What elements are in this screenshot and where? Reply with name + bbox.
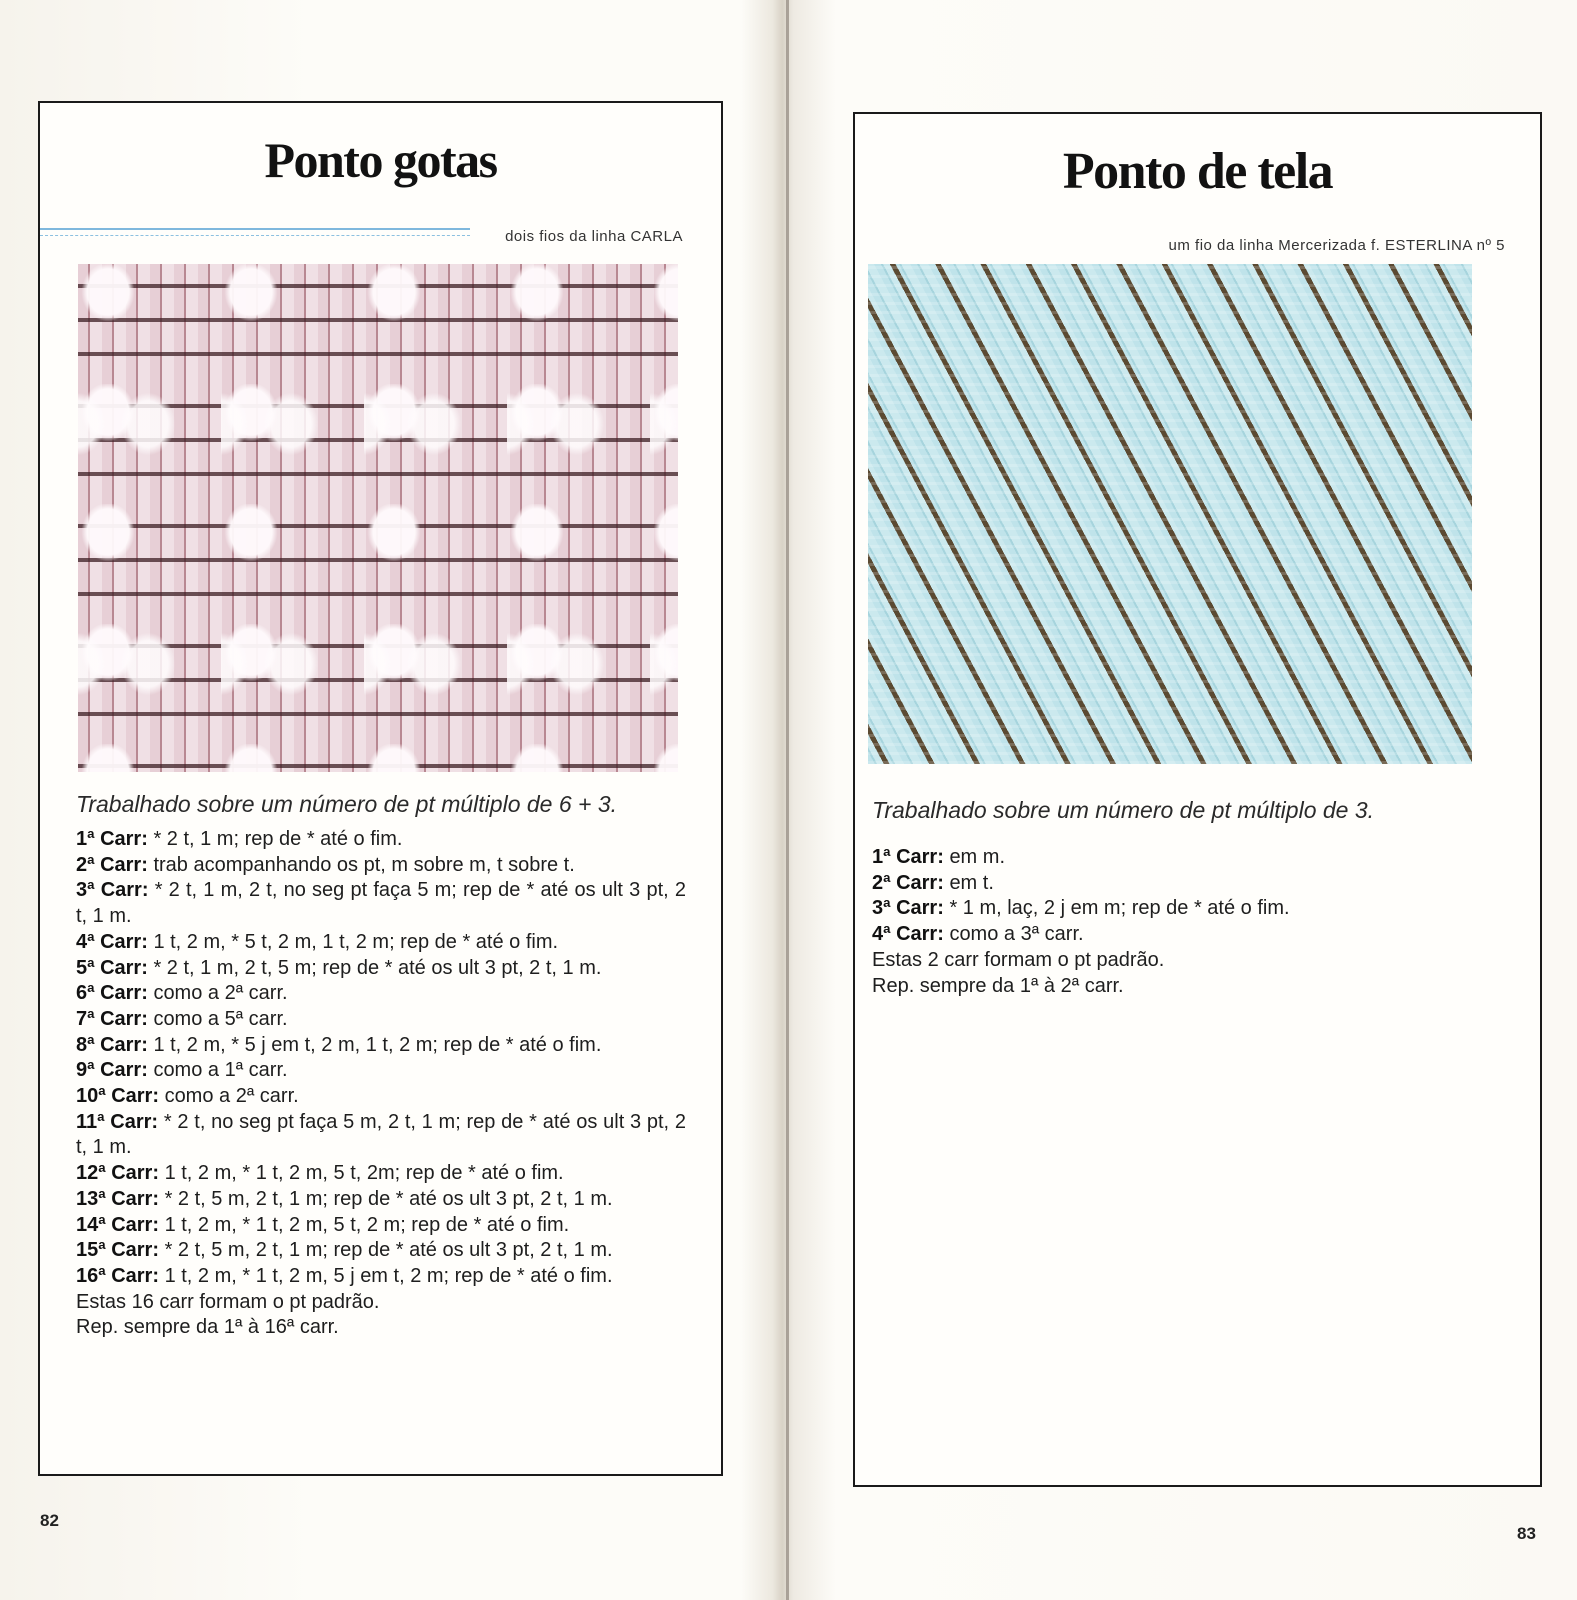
- row-text: * 2 t, 1 m; rep de * até o fim.: [153, 828, 403, 850]
- row-instruction: [872, 871, 1492, 897]
- row-label: 10ª Carr:: [76, 1085, 159, 1108]
- row-label: 4ª Carr:: [872, 923, 944, 946]
- row-text: trab acompanhando os pt, m sobre m, t sobre t.: [153, 853, 575, 876]
- row-instruction: [76, 1007, 686, 1033]
- pattern-repeat-note: Estas 2 carr formam o pt padrão.: [872, 948, 1165, 971]
- right-pattern-panel: [853, 112, 1542, 1487]
- right-caption: Trabalhado sobre um número de pt múltiplo de 3.: [872, 797, 1375, 823]
- row-label: 2ª Carr:: [872, 871, 944, 894]
- row-text: * 2 t, 1 m, 2 t, no seg pt faça 5 m; rep de * até os ult 3 pt, 2 t, 1 m.: [76, 879, 686, 928]
- right-yarn-note: um fio da linha Mercerizada f. ESTERLINA nº 5: [1168, 237, 1505, 254]
- row-label: 13ª Carr:: [76, 1187, 159, 1210]
- left-page-number: 82: [40, 1511, 59, 1530]
- row-label: 14ª Carr:: [76, 1213, 159, 1236]
- row-instruction: [76, 1213, 686, 1239]
- row-label: 1ª Carr:: [76, 828, 148, 850]
- row-text: * 2 t, 1 m, 2 t, 5 m; rep de * até os ult 3 pt, 2 t, 1 m.: [153, 956, 602, 979]
- row-text: 1 t, 2 m, * 5 j em t, 2 m, 1 t, 2 m; rep de * até o fim.: [153, 1033, 602, 1056]
- row-label: 2ª Carr:: [76, 853, 148, 876]
- row-label: 3ª Carr:: [76, 879, 149, 902]
- left-yarn-note: dois fios da linha CARLA: [505, 228, 683, 245]
- pattern-repeat-instruction: Rep. sempre da 1ª à 2ª carr.: [872, 974, 1124, 997]
- row-text: 1 t, 2 m, * 1 t, 2 m, 5 j em t, 2 m; rep de * até o fim.: [164, 1264, 613, 1287]
- row-instruction: [76, 930, 686, 956]
- row-text: em m.: [949, 846, 1005, 868]
- row-instruction: [872, 845, 1492, 871]
- row-label: 7ª Carr:: [76, 1007, 148, 1030]
- row-instruction: [76, 1110, 686, 1161]
- row-text: como a 5ª carr.: [153, 1007, 288, 1030]
- row-label: 3ª Carr:: [872, 897, 944, 920]
- row-instruction: [76, 1187, 686, 1213]
- row-instruction: [872, 896, 1492, 922]
- row-instruction: [872, 922, 1492, 948]
- blue-rule: [40, 228, 470, 230]
- row-instruction: [76, 956, 686, 982]
- row-label: 1ª Carr:: [872, 846, 944, 868]
- row-instruction: [76, 1058, 686, 1084]
- row-label: 5ª Carr:: [76, 956, 148, 979]
- row-instruction: [76, 827, 686, 853]
- pink-knit-swatch-photo: [78, 264, 678, 772]
- row-text: 1 t, 2 m, * 1 t, 2 m, 5 t, 2m; rep de * até o fim.: [164, 1162, 564, 1185]
- row-instruction: [76, 1033, 686, 1059]
- left-pattern-panel: [38, 101, 723, 1476]
- left-row-instructions: [76, 827, 686, 1341]
- row-label: 12ª Carr:: [76, 1162, 159, 1185]
- row-instruction: [76, 1084, 686, 1110]
- row-text: como a 1ª carr.: [153, 1059, 288, 1082]
- row-text: 1 t, 2 m, * 5 t, 2 m, 1 t, 2 m; rep de * até o fim.: [153, 930, 559, 953]
- row-instruction: [76, 1264, 686, 1290]
- blue-knit-swatch-photo: [868, 264, 1472, 764]
- book-gutter: [786, 0, 789, 1600]
- row-instruction: [76, 878, 686, 929]
- row-text: 1 t, 2 m, * 1 t, 2 m, 5 t, 2 m; rep de * até o fim.: [164, 1213, 570, 1236]
- row-label: 16ª Carr:: [76, 1264, 159, 1287]
- right-page-title: Ponto de tela: [1062, 143, 1333, 200]
- left-page-title: Ponto gotas: [264, 132, 497, 188]
- row-label: 8ª Carr:: [76, 1033, 148, 1056]
- row-instruction: [76, 981, 686, 1007]
- pattern-repeat-instruction: Rep. sempre da 1ª à 16ª carr.: [76, 1316, 339, 1339]
- right-page-number: 83: [1517, 1524, 1536, 1543]
- row-text: * 1 m, laç, 2 j em m; rep de * até o fim.: [949, 897, 1290, 920]
- pattern-repeat-note: Estas 16 carr formam o pt padrão.: [76, 1290, 380, 1313]
- row-label: 9ª Carr:: [76, 1059, 148, 1082]
- row-label: 4ª Carr:: [76, 930, 148, 953]
- row-text: como a 3ª carr.: [949, 923, 1084, 946]
- row-text: * 2 t, 5 m, 2 t, 1 m; rep de * até os ult 3 pt, 2 t, 1 m.: [164, 1187, 613, 1210]
- row-text: * 2 t, no seg pt faça 5 m, 2 t, 1 m; rep de * até os ult 3 pt, 2 t, 1 m.: [76, 1110, 686, 1159]
- row-text: * 2 t, 5 m, 2 t, 1 m; rep de * até os ult 3 pt, 2 t, 1 m.: [164, 1239, 613, 1262]
- row-label: 15ª Carr:: [76, 1239, 159, 1262]
- row-instruction: [76, 1161, 686, 1187]
- left-caption: Trabalhado sobre um número de pt múltiplo de 6 + 3.: [76, 791, 618, 817]
- row-label: 11ª Carr:: [76, 1110, 159, 1133]
- row-label: 6ª Carr:: [76, 982, 148, 1005]
- blue-rule-dashed: [40, 235, 470, 236]
- row-text: em t.: [949, 871, 994, 894]
- row-text: como a 2ª carr.: [153, 982, 288, 1005]
- row-instruction: [76, 1238, 686, 1264]
- right-row-instructions: [872, 845, 1492, 999]
- row-instruction: [76, 853, 686, 879]
- row-text: como a 2ª carr.: [164, 1085, 299, 1108]
